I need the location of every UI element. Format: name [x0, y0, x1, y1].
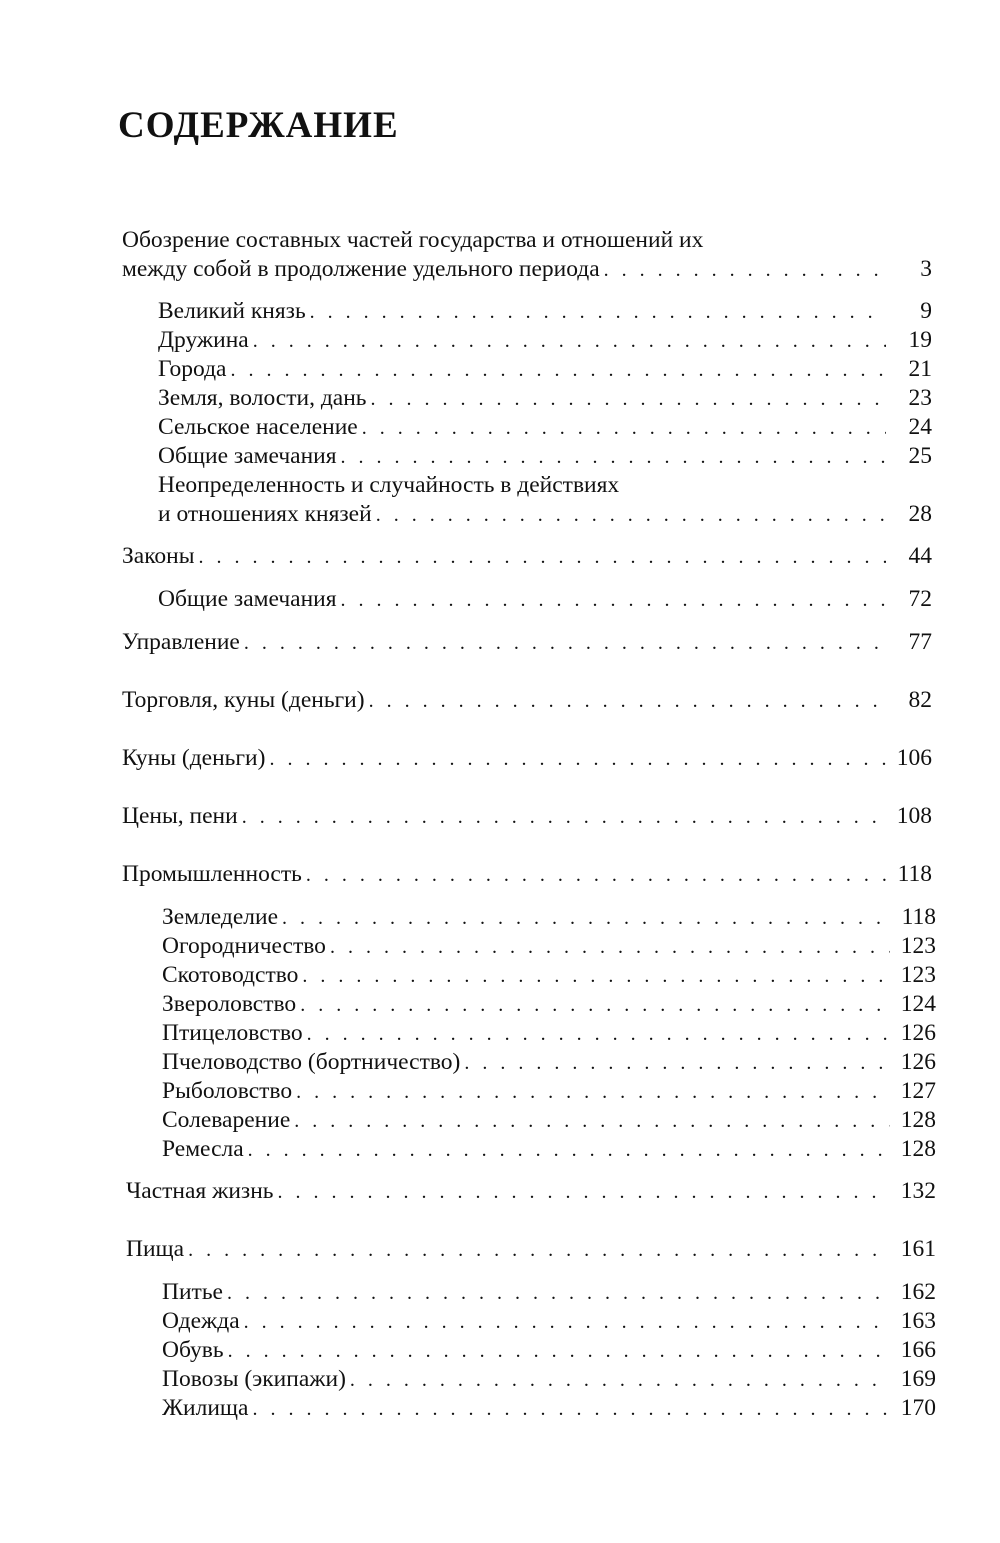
dot-leader: [227, 1279, 890, 1308]
dot-leader: [350, 1366, 890, 1395]
toc-page-number: 23: [908, 385, 932, 411]
page-title: СОДЕРЖАНИЕ: [118, 105, 399, 146]
toc-entry[interactable]: [162, 932, 936, 962]
toc-entry-label: Цены, пени: [122, 803, 238, 829]
toc-entry-label: Общие замечания: [158, 443, 337, 469]
toc-entry[interactable]: [122, 628, 932, 658]
toc-page-number: 3: [920, 256, 932, 282]
toc-entry-label: Огородничество: [162, 933, 326, 959]
toc-entry[interactable]: [158, 384, 932, 414]
dot-leader: [369, 687, 886, 716]
toc-page-number: 123: [900, 962, 936, 988]
toc-page-number: 77: [908, 629, 932, 655]
toc-page-number: 82: [908, 687, 932, 713]
toc-entry-label: Дружина: [158, 327, 249, 353]
dot-leader: [188, 1236, 890, 1265]
toc-entry[interactable]: [122, 802, 932, 832]
toc-entry-label: Звероловство: [162, 991, 297, 1017]
toc-entry-label: между собой в продолжение удельного периода: [122, 256, 600, 282]
toc-page-number: 166: [900, 1337, 936, 1363]
toc-page-number: 72: [908, 586, 932, 612]
toc-entry[interactable]: [162, 1019, 936, 1049]
toc-page-number: 132: [900, 1178, 936, 1204]
toc-entry[interactable]: [122, 860, 932, 890]
dot-leader: [244, 629, 886, 658]
toc-entry-label: Солеварение: [162, 1107, 291, 1133]
toc-entry-label: Общие замечания: [158, 586, 337, 612]
toc-page-number: 127: [900, 1078, 936, 1104]
dot-leader: [362, 414, 886, 443]
toc-page-number: 24: [908, 414, 932, 440]
dot-leader: [248, 1136, 890, 1165]
dot-leader: [277, 1178, 890, 1207]
toc-page-number: 123: [900, 933, 936, 959]
dot-leader: [307, 1020, 890, 1049]
toc-page-number: 169: [900, 1366, 936, 1392]
dot-leader: [252, 1395, 890, 1424]
toc-page-number: 126: [900, 1049, 936, 1075]
dot-leader: [306, 861, 886, 890]
dot-leader: [253, 327, 886, 356]
dot-leader: [310, 298, 886, 327]
dot-leader: [300, 991, 890, 1020]
toc-page-number: 118: [897, 861, 932, 887]
toc-entry[interactable]: [162, 1048, 936, 1078]
toc-entry[interactable]: [126, 1235, 936, 1265]
toc-page-number: 161: [900, 1236, 936, 1262]
toc-entry[interactable]: [158, 585, 932, 615]
dot-leader: [244, 1308, 890, 1337]
toc-entry[interactable]: [162, 1365, 936, 1395]
toc-entry-label: Законы: [122, 543, 195, 569]
toc-entry[interactable]: [158, 471, 932, 530]
toc-entry[interactable]: [162, 1135, 936, 1165]
dot-leader: [464, 1049, 890, 1078]
dot-leader: [230, 356, 886, 385]
toc-entry[interactable]: [122, 226, 932, 285]
toc-page-number: 118: [901, 904, 936, 930]
dot-leader: [199, 543, 886, 572]
toc-entry-label: Великий князь: [158, 298, 306, 324]
toc-page-number: 25: [908, 443, 932, 469]
toc-entry[interactable]: [162, 1106, 936, 1136]
toc-page-number: 106: [896, 745, 932, 771]
toc-entry-label-line: Обозрение составных частей государства и отношений их: [122, 227, 704, 253]
toc-entry-label: Одежда: [162, 1308, 240, 1334]
toc-entry[interactable]: [122, 686, 932, 716]
toc-entry-label-line: Неопределенность и случайность в действиях: [158, 472, 620, 498]
toc-entry[interactable]: [162, 1336, 936, 1366]
dot-leader: [371, 385, 886, 414]
toc-entry[interactable]: [158, 297, 932, 327]
toc-entry[interactable]: [122, 542, 932, 572]
dot-leader: [376, 501, 886, 530]
toc-entry[interactable]: [162, 1077, 936, 1107]
toc-entry-label: Рыболовство: [162, 1078, 293, 1104]
toc-entry[interactable]: [158, 413, 932, 443]
dot-leader: [269, 745, 886, 774]
toc-page-number: 128: [900, 1136, 936, 1162]
toc-page-number: 21: [908, 356, 932, 382]
dot-leader: [228, 1337, 890, 1366]
toc-entry-label: Промышленность: [122, 861, 302, 887]
dot-leader: [341, 586, 886, 615]
toc-page-number: 9: [920, 298, 932, 324]
toc-entry-label: Пища: [126, 1236, 185, 1262]
toc-entry[interactable]: [158, 326, 932, 356]
dot-leader: [341, 443, 886, 472]
toc-entry[interactable]: [122, 744, 932, 774]
toc-entry[interactable]: [162, 1307, 936, 1337]
toc-page-number: 108: [896, 803, 932, 829]
toc-page-number: 19: [908, 327, 932, 353]
toc-entry-label: Города: [158, 356, 227, 382]
toc-entry-label: Повозы (экипажи): [162, 1366, 346, 1392]
toc-page-number: 44: [908, 543, 932, 569]
toc-entry-label: Жилища: [162, 1395, 249, 1421]
toc-entry[interactable]: [162, 961, 936, 991]
toc-entry-label: Частная жизнь: [126, 1178, 274, 1204]
toc-entry-label: Управление: [122, 629, 240, 655]
toc-page-number: 163: [900, 1308, 936, 1334]
toc-entry-label: Сельское население: [158, 414, 358, 440]
toc-page-number: 126: [900, 1020, 936, 1046]
dot-leader: [242, 803, 886, 832]
toc-page-number: 170: [900, 1395, 936, 1421]
toc-entry-label: и отношениях князей: [158, 501, 372, 527]
toc-entry[interactable]: [162, 1278, 936, 1308]
dot-leader: [302, 962, 890, 991]
toc-entry-label: Куны (деньги): [122, 745, 266, 771]
toc-page-number: 124: [900, 991, 936, 1017]
toc-entry-label: Птицеловство: [162, 1020, 303, 1046]
toc-entry[interactable]: [126, 1177, 936, 1207]
toc-entry[interactable]: [162, 903, 936, 933]
toc-entry-label: Питье: [162, 1279, 223, 1305]
toc-entry[interactable]: [158, 355, 932, 385]
toc-entry-label: Скотоводство: [162, 962, 299, 988]
toc-entry-label: Торговля, куны (деньги): [122, 687, 365, 713]
toc-page-number: 128: [900, 1107, 936, 1133]
dot-leader: [296, 1078, 890, 1107]
toc-entry-label: Земледелие: [162, 904, 279, 930]
toc-entry-label: Земля, волости, дань: [158, 385, 367, 411]
toc-entry[interactable]: [162, 990, 936, 1020]
toc-page-number: 162: [900, 1279, 936, 1305]
dot-leader: [282, 904, 890, 933]
dot-leader: [604, 256, 886, 285]
toc-entry[interactable]: [158, 442, 932, 472]
dot-leader: [330, 933, 890, 962]
toc-entry[interactable]: [162, 1394, 936, 1424]
dot-leader: [294, 1107, 890, 1136]
toc-page-number: 28: [908, 501, 932, 527]
toc-entry-label: Обувь: [162, 1337, 224, 1363]
toc-entry-label: Пчеловодство (бортничество): [162, 1049, 461, 1075]
toc-entry-label: Ремесла: [162, 1136, 244, 1162]
